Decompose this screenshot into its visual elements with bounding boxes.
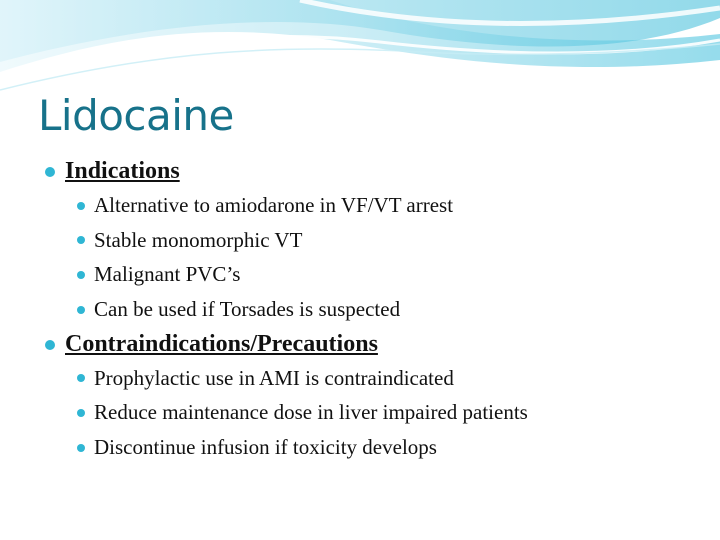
bullet-icon <box>77 306 85 314</box>
bullet-icon <box>45 340 55 350</box>
list-item-text: Prophylactic use in AMI is contraindicated <box>94 365 454 390</box>
bullet-icon <box>77 271 85 279</box>
bullet-list <box>44 188 704 327</box>
list-item <box>44 430 704 465</box>
bullet-list <box>44 361 704 465</box>
list-item <box>44 257 704 292</box>
list-item <box>44 395 704 430</box>
section-contraindications <box>44 327 704 465</box>
section-heading-label: Indications <box>65 158 180 184</box>
list-item-text: Alternative to amiodarone in VF/VT arrest <box>94 193 454 217</box>
bullet-icon <box>45 167 55 177</box>
section-heading-label: Contraindications/Precautions <box>65 330 378 357</box>
list-item-text: Malignant PVC’s <box>94 262 241 287</box>
slide-title: Lidocaine <box>38 91 234 140</box>
bullet-content <box>44 154 704 465</box>
bullet-icon <box>77 202 85 210</box>
bullet-icon <box>77 236 85 244</box>
list-item <box>44 361 704 396</box>
list-item-text: Stable monomorphic VT <box>94 227 303 252</box>
list-item-text: Discontinue infusion if toxicity develops <box>94 435 437 460</box>
section-heading <box>44 327 704 361</box>
list-item <box>44 292 704 327</box>
bullet-icon <box>77 374 85 382</box>
section-indications <box>44 154 704 327</box>
bullet-icon <box>77 444 85 452</box>
list-item <box>44 188 704 223</box>
list-item <box>44 223 704 258</box>
bullet-icon <box>77 409 85 417</box>
list-item-text: Reduce maintenance dose in liver impaired patients <box>94 400 528 425</box>
list-item-text: Can be used if Torsades is suspected <box>94 297 401 322</box>
section-heading <box>44 154 704 188</box>
